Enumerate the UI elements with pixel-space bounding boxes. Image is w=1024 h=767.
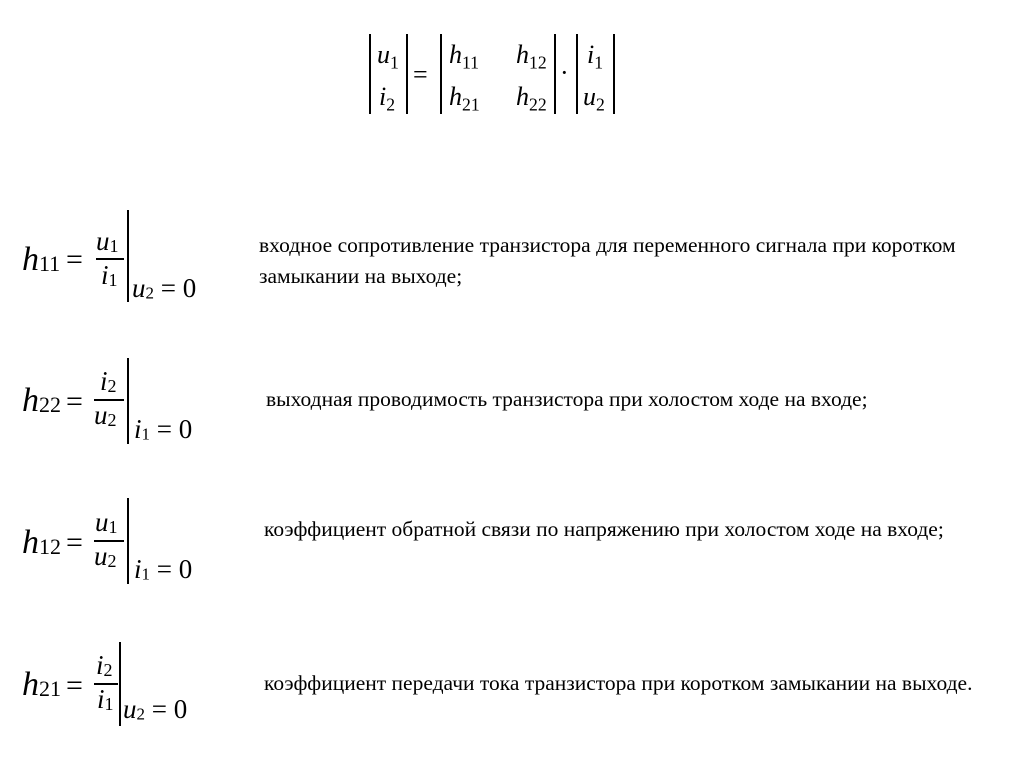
matrix-equation xyxy=(0,0,1024,130)
evaluation-bar xyxy=(127,210,129,302)
param-h22: h22 xyxy=(22,382,61,419)
right-vector-bar-right xyxy=(613,34,615,114)
evaluation-bar xyxy=(119,642,121,726)
description-h12: коэффициент обратной связи по напряжению при холостом ходе на входе; xyxy=(264,517,944,541)
param-h21: h21 xyxy=(22,666,61,703)
left-vector-bottom xyxy=(379,84,395,114)
matrix-multiply-dot: · xyxy=(560,58,569,87)
description-h22: выходная проводимость транзистора при холостом ходе на входе; xyxy=(266,387,868,411)
h-matrix-cell-22: $h_{22}$ xyxy=(516,82,547,115)
h-matrix-cell-21: $h_{21}$ xyxy=(449,82,480,115)
numerator-i2: i2 xyxy=(100,366,117,396)
evaluation-bar xyxy=(127,358,129,444)
lv-bottom-base: i xyxy=(379,82,387,111)
equals-sign: = xyxy=(66,526,83,559)
numerator-u1: u1 xyxy=(95,507,118,537)
numerator-u1: u1 xyxy=(96,226,119,256)
condition-i1-zero: i1 = 0 xyxy=(134,554,193,584)
lv-top-sub: 1 xyxy=(390,52,399,73)
equals-sign: = xyxy=(66,243,83,276)
condition-i1-zero: i1 = 0 xyxy=(134,414,193,444)
lv-bottom-sub: 2 xyxy=(386,94,396,115)
denominator-u2: u2 xyxy=(94,400,117,430)
condition-u2-zero: u2 = 0 xyxy=(123,694,188,724)
h-matrix-bar-right xyxy=(554,34,556,114)
denominator-i1: i1 xyxy=(101,260,118,290)
right-vector-bottom: $u_2$ xyxy=(583,82,605,115)
matrix-equals: = xyxy=(413,60,428,89)
lv-top-base: u xyxy=(377,40,390,69)
right-vector-bar-left xyxy=(576,34,578,114)
description-h11: входное сопротивление транзистора для переменного сигнала при коротком замыкании на выходе; xyxy=(259,233,956,288)
description-h21: коэффициент передачи тока транзистора при коротком замыкании на выходе. xyxy=(264,671,973,695)
left-vector-bar-left xyxy=(369,34,371,114)
h-matrix-cell-12: $h_{12}$ xyxy=(516,40,547,73)
left-vector-top xyxy=(377,42,399,72)
equals-sign: = xyxy=(66,385,83,418)
denominator-i1: i1 xyxy=(97,684,114,714)
numerator-i2: i2 xyxy=(96,650,113,680)
h-matrix-bar-left xyxy=(440,34,442,114)
h-matrix-cell-11: $h_{11}$ xyxy=(449,40,480,73)
equals-sign: = xyxy=(66,669,83,702)
denominator-u2: u2 xyxy=(94,541,117,571)
left-vector-bar-right xyxy=(406,34,408,114)
param-h11: h11 xyxy=(22,241,61,278)
param-h12: h12 xyxy=(22,524,61,561)
condition-u2-zero: u2 = 0 xyxy=(132,273,197,303)
right-vector-top: $i_1$ xyxy=(587,40,604,73)
evaluation-bar xyxy=(127,498,129,584)
